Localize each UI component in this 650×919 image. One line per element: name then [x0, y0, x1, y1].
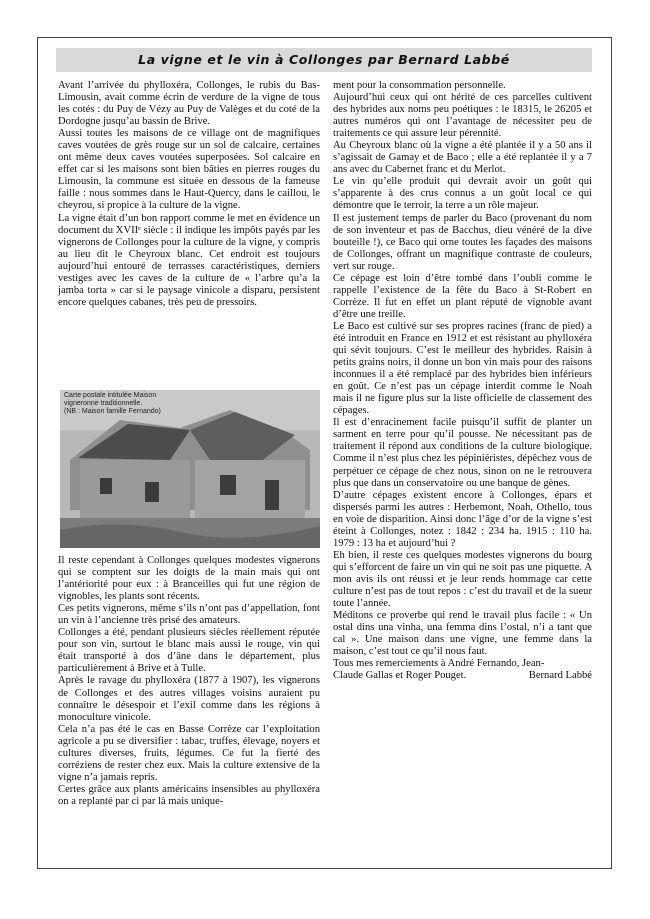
paragraph: Avant l’arrivée du phylloxéra, Collonges, le rubis du Bas-Limousin, avait comme écrin de verdure de la vigne de tous les cotés : du Puy de Vézy au Puy de Valèges et du coté de la Dordogne jusqu’au bassin de Brive. — [58, 80, 320, 128]
right-column — [333, 80, 592, 682]
paragraph: Aussi toutes les maisons de ce village ont de magnifiques caves voutées de grès rouge sur un sol de calcaire, certaines ont même deux caves voutées superposées. Sol calcaire en effet car si les maisons sont bien bâties en pierres rouges du Limousin, la commune est située en dessous de la fameuse faille : nous sommes dans le Haut-Quercy, dans le caillou, le cheyrou, si propice à la culture de la vigne. — [58, 128, 320, 212]
paragraph: Méditons ce proverbe qui rend le travail plus facile : « Un ostal dins una vinha, una femma dins l’ostal, n’i a tant que cal ». Une maison dans une vigne, une femme dans la maison, c’est tout ce qu’il nous faut. — [333, 610, 592, 658]
paragraph: Au Cheyroux blanc où la vigne a été plantée il y a 50 ans il s’agissait de Gamay et de Baco ; elle a été replantée il y a 7 ans avec du Cabernet franc et du Merlot. — [333, 140, 592, 176]
paragraph: Ce cépage est loin d’être tombé dans l’oubli comme le rappelle l’existence de la fête du Baco à St-Robert en Corrèze. Il fut en effet un plant réputé de vignoble avant d’être une treille. — [333, 272, 592, 320]
paragraph: Il reste cependant à Collonges quelques modestes vignerons qui se comptent sur les doigts de la main mais qui ont l’antériorité pour eux : à Branceilles qui fut une région de vignobles, les plants sont récents. — [58, 555, 320, 603]
thanks-closing: Claude Gallas et Roger Pouget. — [333, 670, 467, 682]
author-signature: Bernard Labbé — [528, 670, 592, 682]
paragraph: Aujourd’hui ceux qui ont hérité de ces parcelles cultivent des hybrides aux noms peu poétiques : le 18315, le 26205 et autres numéros qui ont l’avantage de nécessiter peu de traitements ce qui assure leur pérennité. — [333, 92, 592, 140]
signature-line — [333, 670, 592, 682]
paragraph: Il est d’enracinement facile puisqu’il suffit de planter un sarment en terre pour qu’il pousse. Ne nécessitant pas de traitement il répond aux conditions de la culture biologique. Comme il n’est plus chez les pépiniéristes, dépêchez vous de perpétuer ce cépage de chez nous, sinon on ne le retrouvera plus que dans un conservatoire ou une banque de gènes. — [333, 417, 592, 489]
caption-line: vigneronne traditionnelle. — [64, 400, 143, 407]
paragraph: Tous mes remerciements à André Fernando, Jean- — [333, 658, 545, 670]
paragraph: La vigne était d’un bon rapport comme le met en évidence un document du XVIIᵉ siècle : il indique les impôts payés par les vignerons de Collonges pour la culture de la vigne, y compris au lieu dit le Cheyroux blanc. Cet endroit est toujours aujourd’hui entouré de terrasses caractéristiques, derniers vestiges avec les caves de la culture de « l’arbre qu’a la jamba torta » car si le paysage vinicole a disparu, persistent encore quelques cabanes, très peu de pressoirs. — [58, 212, 320, 308]
article-title: La vigne et le vin à Collonges par Bernard Labbé — [56, 48, 592, 72]
paragraph: Ces petits vignerons, même s’ils n’ont pas d’appellation, font un vin à l’ancienne très prisé des amateurs. — [58, 603, 320, 627]
paragraph: Collonges a été, pendant plusieurs siècles réellement réputée pour son vin, surtout le blanc mais aussi le rouge, vin qui était transporté à dos d’âne dans le département, plus particulièrement à Brive et à Tulle. — [58, 627, 320, 675]
left-column-lower — [58, 555, 320, 808]
paragraph: Certes grâce aux plants américains insensibles au phylloxéra on a replanté par ci par là mais unique- — [58, 783, 320, 807]
paragraph: Eh bien, il reste ces quelques modestes vignerons du bourg qui s’efforcent de faire un vin qui ne soit pas une piquette. A mon avis ils ont réussi et je leur rends hommage car cette culture n’est pas de tout repos : c’est du travail et de la sueur toute l’année. — [333, 549, 592, 610]
paragraph: Après le ravage du phylloxéra (1877 à 1907), les vignerons de Collonges et des autres villages voisins auraient pu connaître le désespoir et l’exil comme dans les régions à monoculture vinicole. — [58, 675, 320, 723]
caption-line: Carte postale intitulée Maison — [64, 392, 157, 399]
caption-line: (NB : Maison famille Fernando) — [64, 408, 161, 415]
paragraph: Il est justement temps de parler du Baco (provenant du nom de son inventeur et pas de Bacchus, dieu vénéré de la dive bouteille !), ce Baco qui orne toutes les façades des maisons de Collonges, offrant un magnifique contraste de couleurs, vert sur rouge. — [333, 212, 592, 272]
paragraph: Le vin qu’elle produit qui devrait avoir un goût qui s’apparente à des crus connus a un goût local ce qui démontre que le terroir, la terre a un rôle majeur. — [333, 176, 592, 212]
left-column — [58, 80, 320, 309]
vintage-postcard-photo — [60, 390, 320, 548]
photo-caption — [64, 392, 161, 416]
paragraph: Cela n’a pas été le cas en Basse Corrèze car l’exploitation agricole a pu se diversifier : tabac, truffes, élevage, noyers et cultures diverses, fruits, légumes. Ce fut la fierté des corréziens de rester chez eux. Mais la culture extensive de la vigne n’a jamais repris. — [58, 723, 320, 783]
paragraph: D’autre cépages existent encore à Collonges, épars et dispersés parmi les autres : Herbemont, Noah, Othello, tous en voie de disparition. Ainsi donc l’âge d’or de la vigne s’est éteint à Collonges, notez : 1842 : 234 ha. 1915 : 110 ha. 1979 : 13 ha et aujourd’hui ? — [333, 489, 592, 549]
paragraph: Le Baco est cultivé sur ses propres racines (franc de pied) a été introduit en France en 1912 et est résistant au phylloxéra qui sévit toujours. C’est le meilleur des hybrides. Raisin à petits grains noirs, il donne un bon vin mais pour des raisons inconnues il a été remplacé par des hybrides bien inférieurs en goût. Ce n’est pas un cépage interdit comme le Noah mais il ne figure plus sur la liste officielle de classement des cépages. — [333, 320, 592, 417]
paragraph: ment pour la consommation personnelle. — [333, 80, 506, 91]
